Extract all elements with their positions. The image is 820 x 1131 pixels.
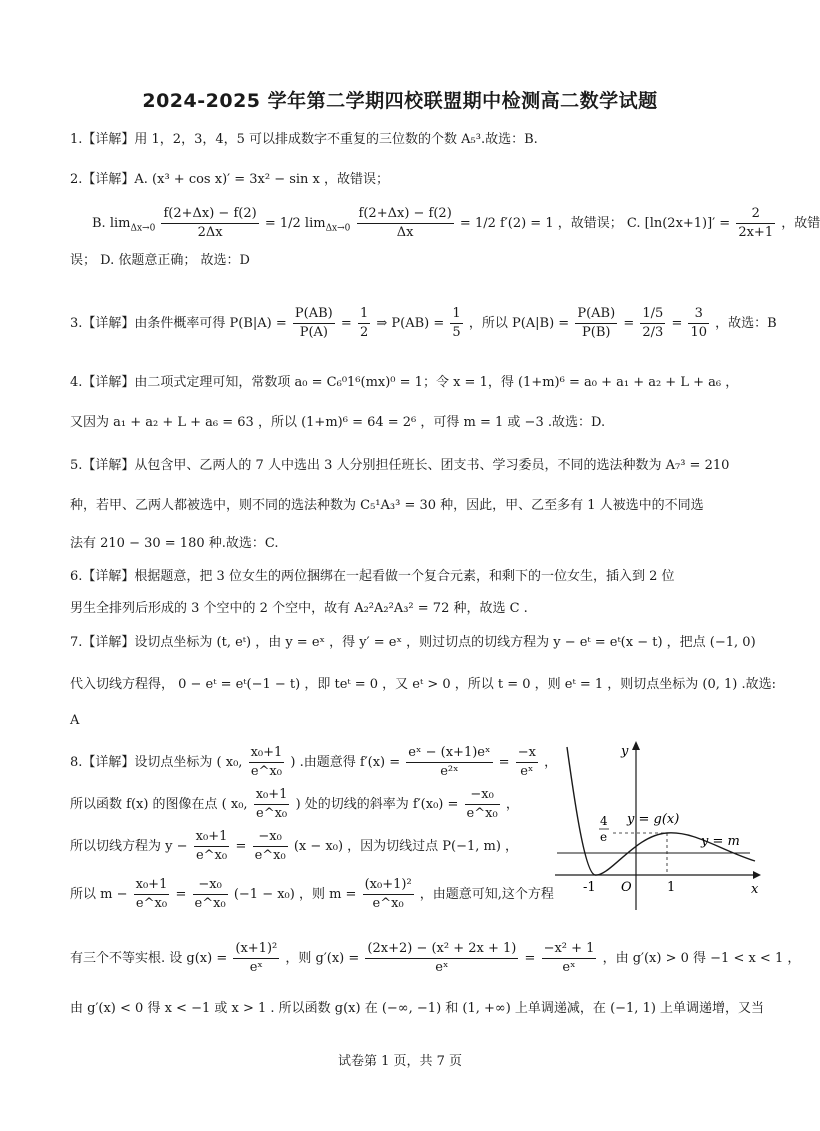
x-axis-arrow-icon <box>753 871 761 879</box>
q2-frac-1-num: f(2+Δx) − f(2) <box>161 205 258 224</box>
q3-mid1: = <box>340 316 352 331</box>
q7-line-2: 代入切线方程得， 0 − eᵗ = eᵗ(−1 − t) ，即 teᵗ = 0 ，又 eᵗ > 0 ，所以 t = 0 ，则 eᵗ = 1 ，则切点坐标为 (0, 1) .故选: <box>70 677 776 692</box>
q8-l3-frac-2-num: −x₀ <box>253 828 288 847</box>
q8-l2-pre: 所以函数 f(x) 的图像在点 ( x₀, <box>70 797 248 812</box>
q6-line-1: 6.【详解】根据题意，把 3 位女生的两位捆绑在一起看做一个复合元素，和剩下的一位女生，插入到 2 位 <box>70 569 675 584</box>
q8-line-1 <box>70 744 557 781</box>
q8-line-5 <box>70 940 800 977</box>
q8-l5-frac-3-den: eˣ <box>562 960 576 975</box>
q3-frac-3-num: 1 <box>450 305 462 324</box>
q5-line-1: 5.【详解】从包含甲、乙两人的 7 人中选出 3 人分别担任班长、团支书、学习委员，不同的选法种数为 A₇³ = 210 <box>70 458 730 473</box>
q3-frac-5 <box>688 305 709 342</box>
q8-l4-frac-1-den: e^x₀ <box>135 896 168 911</box>
q8-l5-frac-1 <box>233 940 279 977</box>
q3-nested-top: 1/5 <box>640 305 665 324</box>
y-axis-arrow-icon <box>632 741 640 750</box>
q8-l4-frac-1 <box>134 876 170 913</box>
q4-line-1: 4.【详解】由二项式定理可知，常数项 a₀ = C₆⁰1⁶(mx)⁰ = 1；令 x = 1，得 (1+m)⁶ = a₀ + a₁ + a₂ + L + a₆ ， <box>70 375 739 390</box>
q2-frac-2-den: Δx <box>396 225 414 240</box>
q3-frac-5-den: 10 <box>690 325 708 340</box>
q2-frac-3 <box>736 205 775 242</box>
tick-neg-one: -1 <box>583 880 596 895</box>
page-title: 2024-2025 学年第二学期四校联盟期中检测高二数学试题 <box>142 90 658 112</box>
q3-frac-4-den: P(B) <box>582 325 611 340</box>
q4-line-2: 又因为 a₁ + a₂ + L + a₆ = 63 ，所以 (1+m)⁶ = 64 = 2⁶ ，可得 m = 1 或 −3 .故选：D. <box>70 415 606 430</box>
q8-l3-frac-2-den: e^x₀ <box>254 848 286 863</box>
q8-l1-frac-1-den: e^x₀ <box>250 764 282 779</box>
q8-l5-frac-2-den: eˣ <box>435 960 449 975</box>
q1-line: 1.【详解】用 1，2，3，4，5 可以排成数字不重复的三位数的个数 A₅³.故选：B. <box>70 132 538 147</box>
q3-post: ，故选：B <box>715 316 777 331</box>
q3-frac-4-num: P(AB) <box>575 305 617 324</box>
q8-l4-frac-2-den: e^x₀ <box>194 896 226 911</box>
q8-l3-frac-1 <box>194 828 230 865</box>
q3-frac-1-num: P(AB) <box>293 305 335 324</box>
frac-4-over-e-num: 4 <box>600 814 608 828</box>
q8-line-2 <box>70 786 519 823</box>
q8-l3-frac-1-num: x₀+1 <box>194 828 230 847</box>
q8-l2-post: ， <box>505 797 519 812</box>
q2-line-b <box>92 205 820 242</box>
q6-line-2: 男生全排列后形成的 3 个空中的 2 个空中，故有 A₂²A₂²A₃² = 72 种，故选 C . <box>70 601 528 616</box>
q8-l2-mid: ) 处的切线的斜率为 f′(x₀) = <box>295 797 459 812</box>
q2-b-sub: Δx→0 <box>130 223 156 234</box>
q3-frac-4 <box>575 305 617 342</box>
q2-b-eq1: = 1/2 lim <box>264 216 326 231</box>
q8-l1-eq: = <box>498 755 510 770</box>
q3-mid2: ⇒ P(AB) = <box>376 316 445 331</box>
q8-l4-frac-2-num: −x₀ <box>193 876 228 895</box>
q8-l4-pre: 所以 m − <box>70 887 128 902</box>
q8-l2-frac-1-den: e^x₀ <box>256 806 288 821</box>
q8-l5-pre: 有三个不等实根. 设 g(x) = <box>70 951 228 966</box>
q8-l4-frac-2 <box>193 876 228 913</box>
q3-pre: 3.【详解】由条件概率可得 P(B|A) = <box>70 316 287 331</box>
q3-frac-2 <box>358 305 370 342</box>
q2-b-pre: B. lim <box>92 216 131 231</box>
origin-label: O <box>621 880 632 895</box>
q3-nested-bottom: 2/3 <box>642 325 664 340</box>
q8-l2-frac-2-num: −x₀ <box>465 786 500 805</box>
y-axis-label: y <box>621 744 629 759</box>
q8-l1-post: ， <box>544 755 558 770</box>
q8-l5-frac-2 <box>365 940 518 977</box>
curve-label: y = g(x) <box>627 812 680 827</box>
q3-line <box>70 305 777 342</box>
q5-line-2: 种，若甲、乙两人都被选中，则不同的选法种数为 C₅¹A₃³ = 30 种，因此，甲、乙至多有 1 人被选中的不同选 <box>70 498 704 513</box>
q8-l1-mid: ) .由题意得 f′(x) = <box>290 755 401 770</box>
q3-frac-2-den: 2 <box>359 325 369 340</box>
q8-l4-post: ，由题意可知,这个方程 <box>419 887 554 902</box>
q2-frac-2 <box>357 205 454 242</box>
q8-l2-frac-1 <box>254 786 290 823</box>
q8-l2-frac-2 <box>465 786 500 823</box>
q5-line-3: 法有 210 − 30 = 180 种.故选：C. <box>70 536 279 551</box>
q8-l3-pre: 所以切线方程为 y − <box>70 839 188 854</box>
q8-l1-frac-2-den: e²ˣ <box>440 764 459 779</box>
q3-frac-2-num: 1 <box>358 305 370 324</box>
q3-mid3: ，所以 P(A|B) = <box>468 316 570 331</box>
frac-4-over-e-den: e <box>600 830 608 844</box>
q8-l5-frac-1-den: eˣ <box>249 960 263 975</box>
q8-l2-frac-2-den: e^x₀ <box>466 806 498 821</box>
tick-one: 1 <box>667 880 676 895</box>
q8-l3-frac-1-den: e^x₀ <box>195 848 228 863</box>
q3-mid4: = <box>623 316 635 331</box>
q8-l4-mid2: (−1 − x₀) ，则 m = <box>233 887 357 902</box>
q2-frac-1 <box>161 205 258 242</box>
q3-frac-1 <box>293 305 335 342</box>
q8-l1-frac-3 <box>516 744 538 781</box>
q8-l1-frac-3-den: eˣ <box>520 764 534 779</box>
q3-frac-1-den: P(A) <box>299 325 328 340</box>
q8-l4-frac-3-den: e^x₀ <box>372 896 404 911</box>
q7-line-3: A <box>70 713 80 728</box>
q3-frac-5-num: 3 <box>688 305 709 324</box>
q3-frac-3-den: 5 <box>452 325 461 340</box>
q8-l1-frac-1-num: x₀+1 <box>249 744 285 763</box>
q8-l5-eq: = <box>524 951 536 966</box>
q2-frac-3-den: 2x+1 <box>738 225 774 240</box>
q7-line-1: 7.【详解】设切点坐标为 (t, eᵗ) ，由 y = eˣ ，得 y′ = eˣ ，则过切点的切线方程为 y − eᵗ = eᵗ(x − t) ，把点 (−1, 0) <box>70 635 756 650</box>
q8-l1-frac-2 <box>406 744 492 781</box>
q8-l1-frac-2-num: eˣ − (x+1)eˣ <box>406 744 492 763</box>
q8-l1-frac-3-num: −x <box>516 744 538 763</box>
q2-b-sub2: Δx→0 <box>325 223 351 234</box>
q8-l5-frac-1-num: (x+1)² <box>233 940 279 959</box>
q2-frac-3-num: 2 <box>736 205 775 224</box>
q2-frac-2-num: f(2+Δx) − f(2) <box>357 205 454 224</box>
q8-l5-frac-3 <box>542 940 597 977</box>
q8-line-6: 由 g′(x) < 0 得 x < −1 或 x > 1 . 所以函数 g(x) 在 (−∞, −1) 和 (1, +∞) 上单调递减，在 (−1, 1) 上单调递增，又当 <box>70 1001 765 1016</box>
q8-l3-mid: = <box>235 839 247 854</box>
q8-l1-frac-1 <box>249 744 285 781</box>
q8-line-3 <box>70 828 518 865</box>
q8-l4-frac-1-num: x₀+1 <box>134 876 170 895</box>
q3-mid5: = <box>671 316 683 331</box>
q8-l5-mid: ，则 g′(x) = <box>285 951 360 966</box>
q2-frac-1-den: 2Δx <box>197 225 223 240</box>
x-axis-label: x <box>751 882 759 897</box>
page-footer: 试卷第 1 页，共 7 页 <box>337 1054 463 1069</box>
q8-l4-frac-3-num: (x₀+1)² <box>363 876 414 895</box>
q3-nested-frac <box>640 305 665 342</box>
q8-l3-frac-2 <box>253 828 288 865</box>
q2-b-post: = 1/2 f′(2) = 1 ，故错误； C. [ln(2x+1)]′ = <box>459 216 731 231</box>
q8-line-4 <box>70 876 554 913</box>
q8-l4-frac-3 <box>363 876 414 913</box>
q8-l3-post: (x − x₀) ，因为切线过点 P(−1, m) ， <box>293 839 519 854</box>
q2-line-cont: 误； D. 依题意正确； 故选：D <box>70 253 250 268</box>
q3-frac-3 <box>450 305 462 342</box>
q8-l4-mid: = <box>175 887 187 902</box>
q8-l5-frac-3-num: −x² + 1 <box>542 940 597 959</box>
q8-l5-post: ，由 g′(x) > 0 得 −1 < x < 1 ， <box>602 951 801 966</box>
q2-c-post: ，故错 <box>781 216 820 231</box>
q8-l2-frac-1-num: x₀+1 <box>254 786 290 805</box>
q8-l5-frac-2-num: (2x+2) − (x² + 2x + 1) <box>365 940 518 959</box>
g-graph <box>555 735 765 915</box>
line-label: y = m <box>701 834 740 849</box>
q2-line-a: 2.【详解】A. (x³ + cos x)′ = 3x² − sin x ，故错误； <box>70 172 390 187</box>
q8-l1-pre: 8.【详解】设切点坐标为 ( x₀, <box>70 755 243 770</box>
